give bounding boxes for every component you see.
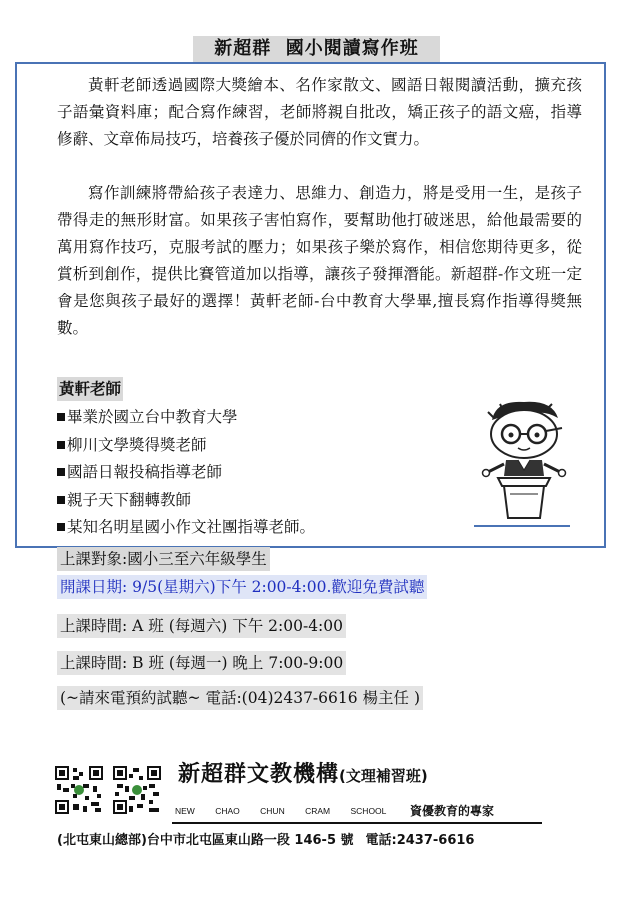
square-bullet-icon (57, 523, 65, 531)
teacher-name-heading: 黃軒老師 (57, 377, 123, 401)
class-a-schedule: 上課時間: A 班 (每週六) 下午 2:00-4:00 (57, 614, 346, 638)
credential-item: 親子天下翻轉教師 (57, 487, 315, 515)
intro-paragraph-2: 寫作訓練將帶給孩子表達力、思維力、創造力，將是受用一生，是孩子帶得走的無形財富。如果孩子害怕寫作，要幫助他打破迷思，給他最需要的萬用寫作技巧，克服考試的壓力；如果孩子樂於寫作，相信您期待更多，從賞析到創作，提供比賽管道加以指導，讓孩子發揮潛能。新超群-作文班一定會是您與孩子最好的選擇！黃軒老師-台中教育大學畢,擅長寫作指導得獎無數。 (57, 184, 582, 337)
square-bullet-icon (57, 413, 65, 421)
class-b-schedule: 上課時間: B 班 (每週一) 晚上 7:00-9:00 (57, 651, 346, 675)
course-start-date: 開課日期: 9/5(星期六)下午 2:00-4:00.歡迎免費試聽 (57, 575, 427, 599)
course-audience: 上課對象:國小三至六年級學生 (57, 547, 270, 571)
slogan: 資優教育的專家 (410, 804, 495, 818)
cartoon-teacher-at-podium-icon (474, 398, 584, 533)
english-name-line: NEW CHAO CHUN CRAM SCHOOL (175, 806, 387, 816)
address-line: (北屯東山總部)台中市北屯區東山路一段 146-5 號 電話:2437-6616 (57, 833, 475, 848)
square-bullet-icon (57, 468, 65, 476)
credential-item: 柳川文學獎得獎老師 (57, 432, 315, 460)
contact-line: (~請來電預約試聽~ 電話:(04)2437-6616 楊主任 ) (57, 686, 423, 710)
phone-number: 電話:2437-6616 (365, 833, 475, 848)
credential-item: 國語日報投稿指導老師 (57, 459, 315, 487)
square-bullet-icon (57, 441, 65, 449)
organization-name: 新超群文教機構(文理補習班) (178, 762, 428, 787)
credential-item: 某知名明星國小作文社團指導老師。 (57, 514, 315, 542)
qr-code-icon[interactable] (113, 766, 161, 814)
credential-item: 畢業於國立台中教育大學 (57, 404, 315, 432)
divider (172, 822, 542, 824)
credential-list (57, 404, 315, 542)
square-bullet-icon (57, 496, 65, 504)
qr-code-icon[interactable] (55, 766, 103, 814)
organization-type: (文理補習班) (339, 767, 428, 785)
page-title: 新超群 國小閱讀寫作班 (193, 36, 440, 62)
intro-paragraph-1: 黃軒老師透過國際大獎繪本、名作家散文、國語日報閱讀活動，擴充孩子語彙資料庫；配合寫作練習，老師將親自批改，矯正孩子的語文癌，指導修辭、文章佈局技巧，培養孩子優於同儕的作文實力。 (57, 76, 582, 148)
